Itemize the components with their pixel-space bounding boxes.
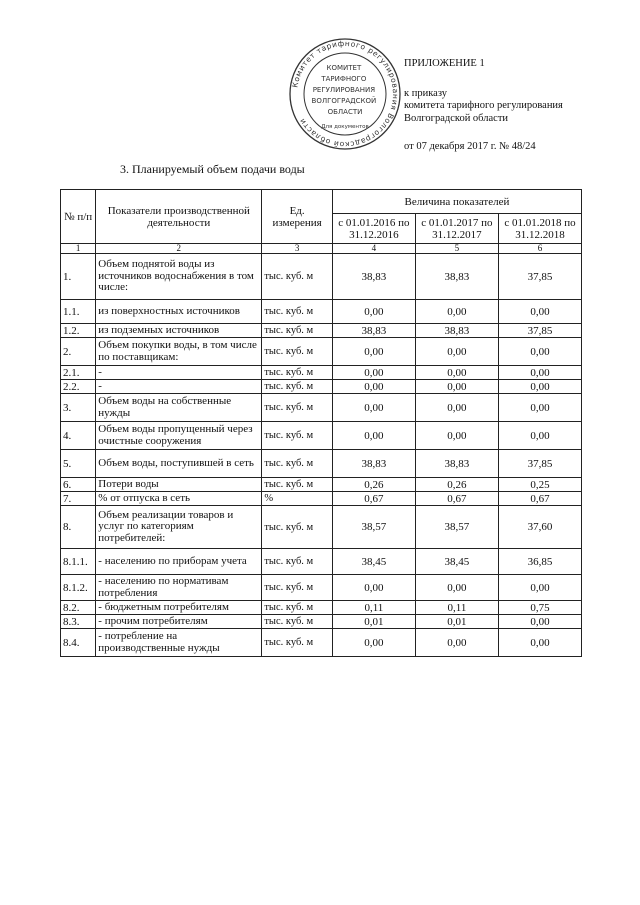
row-value-2017: 0,00 — [415, 422, 498, 450]
row-number: 4. — [61, 422, 96, 450]
row-value-2016: 0,67 — [332, 492, 415, 506]
row-value-2016: 38,83 — [332, 324, 415, 338]
row-indicator-name: % от отпуска в сеть — [96, 492, 262, 506]
row-unit: тыс. куб. м — [262, 450, 333, 478]
row-value-2017: 38,83 — [415, 254, 498, 300]
row-value-2017: 0,11 — [415, 601, 498, 615]
row-value-2018: 0,00 — [498, 575, 581, 601]
row-value-2016: 38,83 — [332, 254, 415, 300]
table-row — [61, 324, 582, 338]
column-index: 6 — [498, 244, 581, 254]
row-unit: тыс. куб. м — [262, 629, 333, 657]
row-number: 8.3. — [61, 615, 96, 629]
row-value-2016: 38,83 — [332, 450, 415, 478]
row-unit: тыс. куб. м — [262, 478, 333, 492]
row-value-2017: 0,00 — [415, 575, 498, 601]
table-row — [61, 629, 582, 657]
row-value-2016: 38,45 — [332, 549, 415, 575]
table-row — [61, 615, 582, 629]
row-value-2018: 37,85 — [498, 324, 581, 338]
row-value-2017: 0,00 — [415, 366, 498, 380]
section-title: 3. Планируемый объем подачи воды — [120, 162, 305, 176]
row-indicator-name: Потери воды — [96, 478, 262, 492]
column-index: 4 — [332, 244, 415, 254]
svg-text:Комитет тарифного регулировани: Комитет тарифного регулирования Волгоградской области — [290, 38, 401, 150]
row-number: 5. — [61, 450, 96, 478]
water-supply-table — [60, 189, 582, 657]
row-value-2016: 0,01 — [332, 615, 415, 629]
column-index: 5 — [415, 244, 498, 254]
order-ref-line-1: к приказу — [404, 87, 447, 99]
table-row — [61, 492, 582, 506]
row-value-2016: 0,00 — [332, 394, 415, 422]
row-value-2016: 0,00 — [332, 380, 415, 394]
row-value-2017: 0,01 — [415, 615, 498, 629]
column-index: 1 — [61, 244, 96, 254]
row-value-2017: 0,00 — [415, 629, 498, 657]
official-stamp — [287, 36, 403, 152]
row-unit: тыс. куб. м — [262, 394, 333, 422]
table-row — [61, 380, 582, 394]
order-ref-line-3: Волгоградской области — [404, 112, 509, 124]
row-unit: тыс. куб. м — [262, 575, 333, 601]
row-value-2016: 0,00 — [332, 300, 415, 324]
header-name: Показатели производственной деятельности — [96, 190, 262, 244]
row-indicator-name: Объем покупки воды, в том числе по поставщикам: — [96, 338, 262, 366]
order-date: от 07 декабря 2017 г. № 48/24 — [404, 141, 536, 152]
row-number: 1. — [61, 254, 96, 300]
row-number: 2.1. — [61, 366, 96, 380]
document-header — [404, 58, 624, 154]
row-unit: тыс. куб. м — [262, 422, 333, 450]
row-value-2018: 37,85 — [498, 450, 581, 478]
row-value-2016: 0,11 — [332, 601, 415, 615]
row-value-2018: 0,00 — [498, 615, 581, 629]
row-value-2018: 0,00 — [498, 338, 581, 366]
row-value-2018: 0,75 — [498, 601, 581, 615]
row-unit: тыс. куб. м — [262, 380, 333, 394]
row-value-2018: 36,85 — [498, 549, 581, 575]
row-value-2017: 0,00 — [415, 300, 498, 324]
row-unit: тыс. куб. м — [262, 338, 333, 366]
row-number: 2. — [61, 338, 96, 366]
row-number: 8.2. — [61, 601, 96, 615]
table-row — [61, 338, 582, 366]
row-indicator-name: - — [96, 366, 262, 380]
table-row — [61, 478, 582, 492]
row-indicator-name: - прочим потребителям — [96, 615, 262, 629]
row-value-2017: 0,00 — [415, 338, 498, 366]
row-value-2018: 0,00 — [498, 366, 581, 380]
row-unit: тыс. куб. м — [262, 324, 333, 338]
row-value-2018: 0,00 — [498, 300, 581, 324]
row-indicator-name: - потребление на производственные нужды — [96, 629, 262, 657]
row-number: 8.1.2. — [61, 575, 96, 601]
row-number: 1.2. — [61, 324, 96, 338]
row-value-2016: 0,00 — [332, 366, 415, 380]
row-indicator-name: Объем воды пропущенный через очистные сооружения — [96, 422, 262, 450]
row-unit: тыс. куб. м — [262, 506, 333, 549]
appendix-label: ПРИЛОЖЕНИЕ 1 — [404, 58, 485, 69]
table-row — [61, 601, 582, 615]
row-value-2016: 38,57 — [332, 506, 415, 549]
row-value-2017: 38,83 — [415, 450, 498, 478]
row-unit: тыс. куб. м — [262, 549, 333, 575]
row-unit: тыс. куб. м — [262, 601, 333, 615]
row-value-2016: 0,00 — [332, 422, 415, 450]
row-indicator-name: Объем поднятой воды из источников водоснабжения в том числе: — [96, 254, 262, 300]
row-value-2017: 0,00 — [415, 380, 498, 394]
row-value-2016: 0,00 — [332, 629, 415, 657]
table-row — [61, 300, 582, 324]
row-unit: % — [262, 492, 333, 506]
row-value-2018: 0,00 — [498, 394, 581, 422]
header-period-2016: с 01.01.2016 по 31.12.2016 — [332, 214, 415, 244]
row-unit: тыс. куб. м — [262, 254, 333, 300]
stamp-seal-graphic — [287, 36, 403, 152]
row-indicator-name: Объем реализации товаров и услуг по категориям потребителей: — [96, 506, 262, 549]
table-row — [61, 366, 582, 380]
row-value-2018: 0,67 — [498, 492, 581, 506]
row-value-2017: 38,57 — [415, 506, 498, 549]
row-value-2018: 0,00 — [498, 422, 581, 450]
column-index-row — [61, 244, 582, 254]
row-number: 1.1. — [61, 300, 96, 324]
row-number: 8.1.1. — [61, 549, 96, 575]
row-indicator-name: - населению по нормативам потребления — [96, 575, 262, 601]
header-num: № п/п — [61, 190, 96, 244]
row-value-2016: 0,00 — [332, 338, 415, 366]
row-indicator-name: Объем воды на собственные нужды — [96, 394, 262, 422]
row-indicator-name: - бюджетным потребителям — [96, 601, 262, 615]
header-period-2018: с 01.01.2018 по 31.12.2018 — [498, 214, 581, 244]
row-value-2017: 0,26 — [415, 478, 498, 492]
row-value-2018: 37,60 — [498, 506, 581, 549]
column-index: 2 — [96, 244, 262, 254]
table-body — [61, 254, 582, 657]
row-value-2018: 37,85 — [498, 254, 581, 300]
row-indicator-name: из поверхностных источников — [96, 300, 262, 324]
row-number: 3. — [61, 394, 96, 422]
svg-text:КОМИТЕТ ТАРИФНОГО: КОМИТЕТ ТАРИФНОГО РЕГУЛИРОВАНИЯ ВОЛГОГРАДСКОЙ ОБЛАСТИ — [311, 64, 377, 116]
row-value-2016: 0,00 — [332, 575, 415, 601]
header-period-2017: с 01.01.2017 по 31.12.2017 — [415, 214, 498, 244]
row-indicator-name: - — [96, 380, 262, 394]
table-row — [61, 549, 582, 575]
order-ref-line-2: комитета тарифного регулирования — [404, 100, 563, 111]
row-number: 6. — [61, 478, 96, 492]
table-row — [61, 422, 582, 450]
row-unit: тыс. куб. м — [262, 615, 333, 629]
table-row — [61, 394, 582, 422]
row-number: 8. — [61, 506, 96, 549]
column-index: 3 — [262, 244, 333, 254]
row-value-2017: 38,83 — [415, 324, 498, 338]
row-indicator-name: из подземных источников — [96, 324, 262, 338]
row-indicator-name: Объем воды, поступившей в сеть — [96, 450, 262, 478]
header-values-group: Величина показателей — [332, 190, 581, 214]
row-value-2017: 38,45 — [415, 549, 498, 575]
row-value-2018: 0,00 — [498, 380, 581, 394]
row-value-2017: 0,67 — [415, 492, 498, 506]
svg-text:Для документов: Для документов — [321, 124, 369, 130]
row-unit: тыс. куб. м — [262, 300, 333, 324]
table-row — [61, 254, 582, 300]
row-indicator-name: - населению по приборам учета — [96, 549, 262, 575]
header-unit: Ед. измерения — [262, 190, 333, 244]
row-number: 7. — [61, 492, 96, 506]
row-number: 8.4. — [61, 629, 96, 657]
row-value-2018: 0,25 — [498, 478, 581, 492]
row-number: 2.2. — [61, 380, 96, 394]
row-value-2018: 0,00 — [498, 629, 581, 657]
row-value-2017: 0,00 — [415, 394, 498, 422]
table-row — [61, 506, 582, 549]
table-row — [61, 450, 582, 478]
row-value-2016: 0,26 — [332, 478, 415, 492]
row-unit: тыс. куб. м — [262, 366, 333, 380]
table-row — [61, 575, 582, 601]
